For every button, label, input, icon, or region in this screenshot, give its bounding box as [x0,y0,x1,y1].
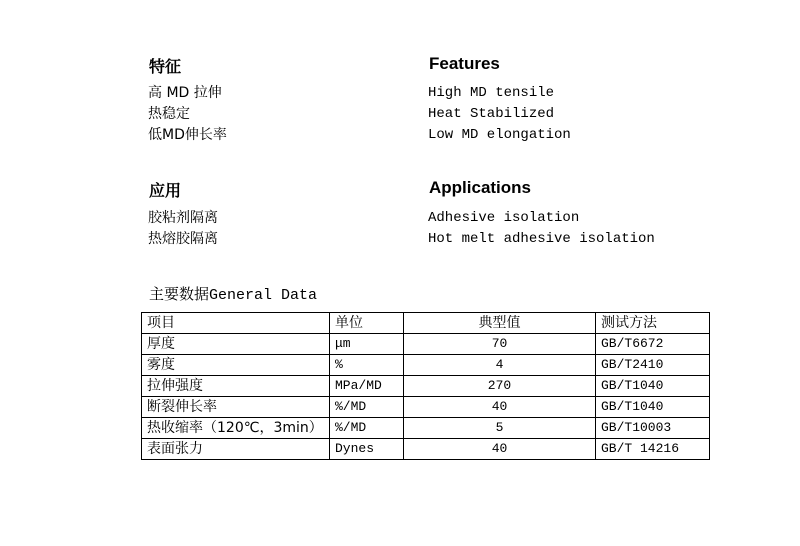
cell-method: GB/T1040 [596,397,710,418]
applications-heading-cn: 应用 [149,181,182,200]
general-data-title [149,283,317,304]
feature-item-en: Low MD elongation [428,127,571,143]
cell-item: 热收缩率（120℃，3min） [142,418,330,439]
cell-item: 拉伸强度 [142,376,330,397]
features-list-en [428,83,571,146]
application-item-cn: 胶粘剂隔离 [148,210,218,226]
feature-item-cn: 低MD伸长率 [148,127,227,143]
cell-item: 断裂伸长率 [142,397,330,418]
feature-item-cn: 高 MD 拉伸 [148,85,222,101]
cell-method: GB/T10003 [596,418,710,439]
cell-unit: MPa/MD [330,376,404,397]
cell-unit: μm [330,334,404,355]
general-data-title-cn: 主要数据 [149,285,210,303]
cell-method: GB/T 14216 [596,439,710,460]
table-row [142,397,710,418]
header-cell-typical: 典型值 [404,313,596,334]
cell-typical: 70 [404,334,596,355]
feature-item-en: Heat Stabilized [428,106,555,122]
cell-typical: 40 [404,439,596,460]
features-list-cn [148,83,227,146]
header-cell-method: 测试方法 [596,313,710,334]
cell-unit: %/MD [330,397,404,418]
table-row [142,355,710,376]
header-cell-unit: 单位 [330,313,404,334]
features-heading-cn: 特征 [149,57,182,76]
application-item-cn: 热熔胶隔离 [148,231,218,247]
cell-typical: 4 [404,355,596,376]
table-row [142,418,710,439]
header-cell-item: 项目 [142,313,330,334]
applications-heading-en: Applications [429,178,532,197]
cell-method: GB/T6672 [596,334,710,355]
cell-unit: % [330,355,404,376]
cell-typical: 40 [404,397,596,418]
feature-item-cn: 热稳定 [148,106,190,122]
cell-method: GB/T2410 [596,355,710,376]
applications-list-en [428,208,655,250]
application-item-en: Adhesive isolation [428,210,580,226]
feature-item-en: High MD tensile [428,85,555,101]
cell-typical: 5 [404,418,596,439]
cell-unit: Dynes [330,439,404,460]
applications-list-cn [148,208,218,250]
cell-item: 厚度 [142,334,330,355]
table-row [142,439,710,460]
table-header-row [142,313,710,334]
cell-unit: %/MD [330,418,404,439]
cell-method: GB/T1040 [596,376,710,397]
general-data-table [141,312,710,460]
cell-item: 雾度 [142,355,330,376]
cell-item: 表面张力 [142,439,330,460]
table-row [142,334,710,355]
application-item-en: Hot melt adhesive isolation [428,231,655,247]
general-data-title-en: General Data [209,287,318,304]
cell-typical: 270 [404,376,596,397]
table-row [142,376,710,397]
features-heading-en: Features [429,54,500,73]
